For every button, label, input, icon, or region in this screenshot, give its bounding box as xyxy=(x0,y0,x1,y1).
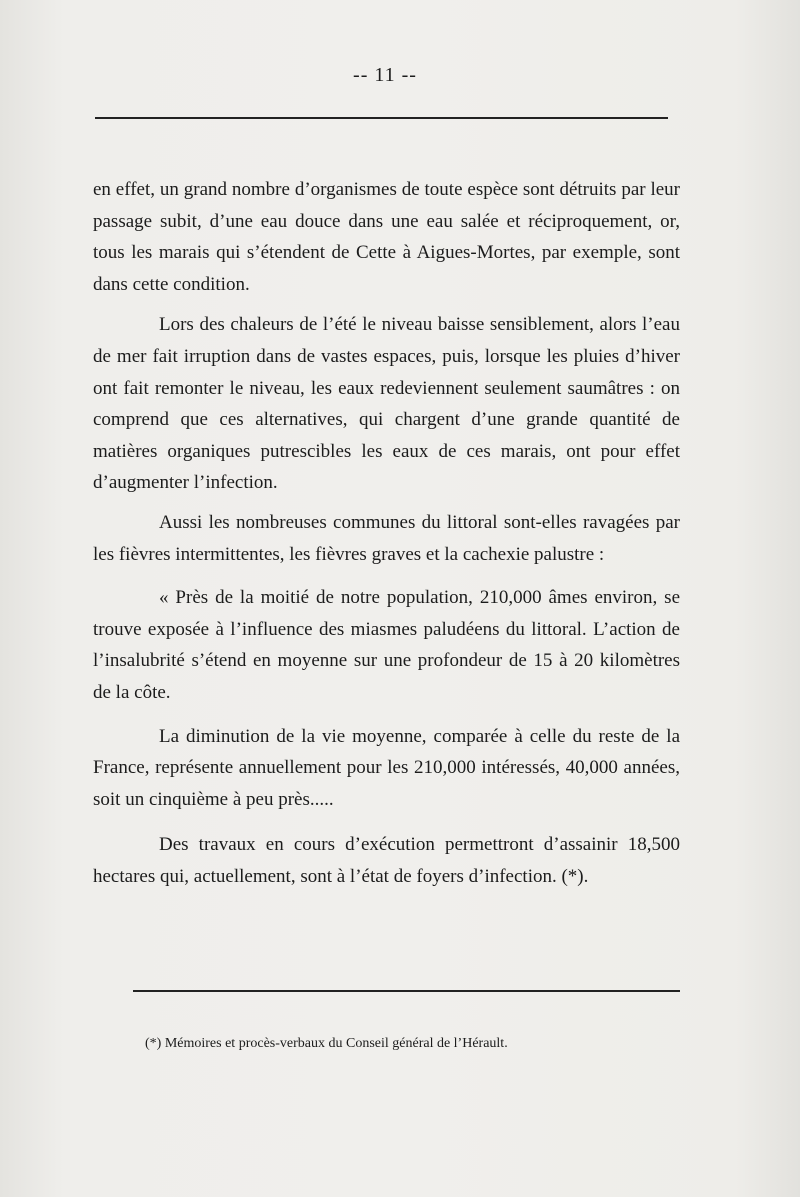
paragraph-coastal-fevers: Aussi les nombreuses communes du littoral sont-elles ravagées par les fièvres intermittentes, les fièvres graves et la cachexie palustre : xyxy=(93,511,680,565)
header-rule xyxy=(95,117,668,119)
body-text xyxy=(93,174,680,892)
footnote-rule xyxy=(133,990,680,992)
page-number: -- 11 -- xyxy=(353,64,417,86)
paragraph-quote-population: « Près de la moitié de notre population, 210,000 âmes environ, se trouve exposée à l’influence des miasmes paludéens du littoral. L’action de l’insalubrité s’étend en moyenne sur une profondeur de 15 à 20 kilomètres de la côte. xyxy=(93,587,680,703)
paragraph-life-expectancy: La diminution de la vie moyenne, comparée à celle du reste de la France, représente annuellement pour les 210,000 intéressés, 40,000 années, soit un cinquième à peu près..... xyxy=(93,725,680,810)
footnote: (*) Mémoires et procès-verbaux du Conseil général de l’Hérault. xyxy=(145,1036,508,1051)
paragraph-continuation: en effet, un grand nombre d’organismes de toute espèce sont détruits par leur passage subit, d’une eau douce dans une eau salée et réciproquement, or, tous les marais qui s’étendent de Cette à Aigues-Mortes, par exemple, sont dans cette condition. xyxy=(93,179,680,295)
paragraph-summer-heat: Lors des chaleurs de l’été le niveau baisse sensiblement, alors l’eau de mer fait irruption dans de vastes espaces, puis, lorsque les pluies d’hiver ont fait remonter le niveau, les eaux redeviennent seulement saumâtres : on comprend que ces alternatives, qui chargent d’une grande quantité de matières organiques putrescibles les eaux de ces marais, ont pour effet d’augmenter l’infection. xyxy=(93,314,680,494)
paragraph-drainage-works: Des travaux en cours d’exécution permettront d’assainir 18,500 hectares qui, actuellement, sont à l’état de foyers d’infection. (*). xyxy=(93,834,680,887)
